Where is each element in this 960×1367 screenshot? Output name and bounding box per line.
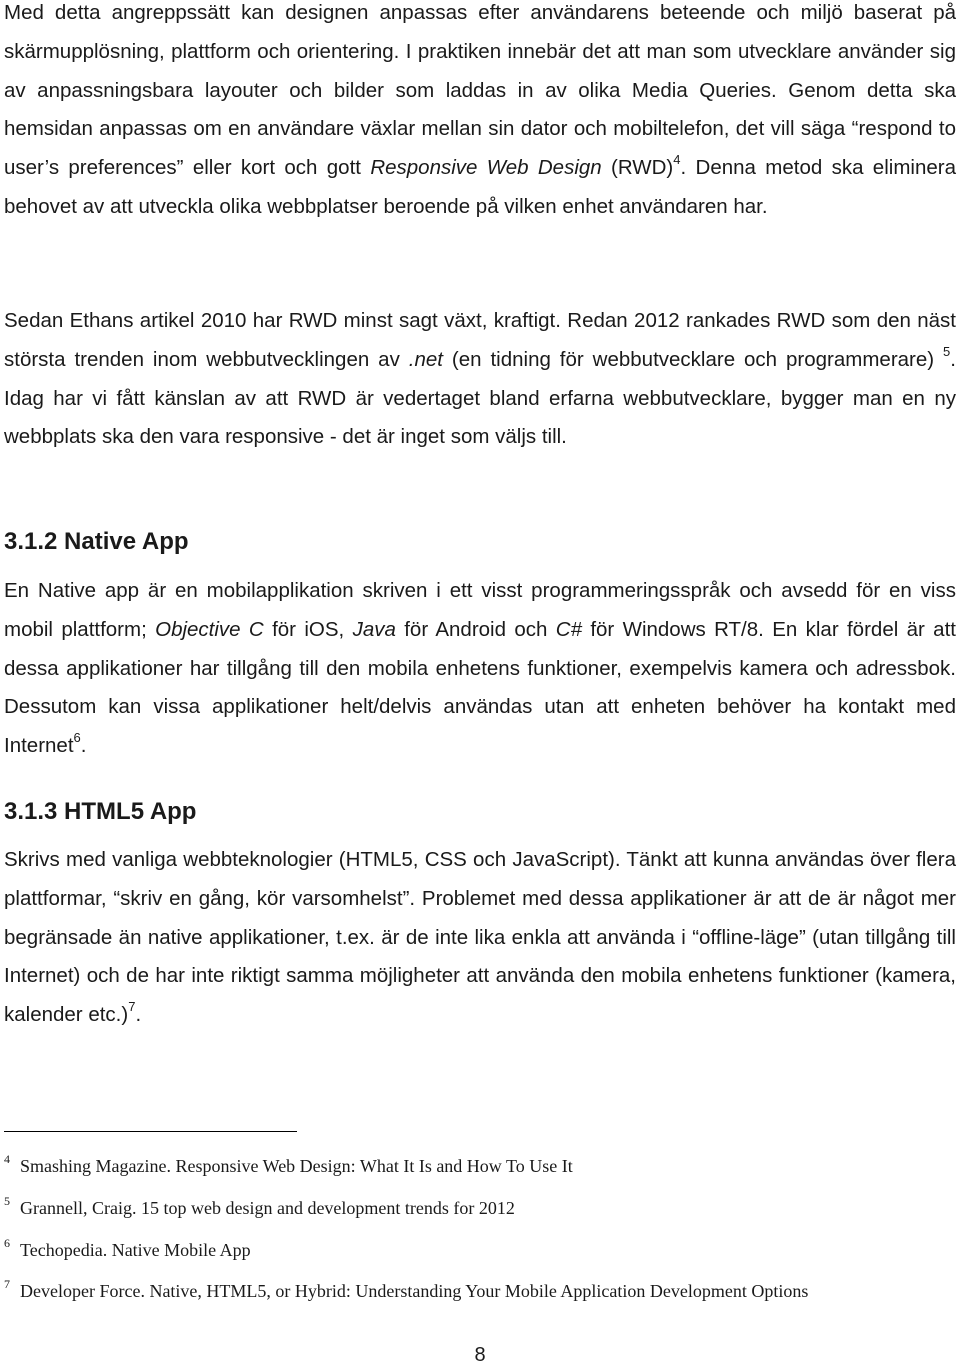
text-run: Med detta angreppssätt kan designen anpassas efter användarens beteende och miljö baserat på skärmupplösning, plattform och orientering. I praktiken innebär det att man som utvecklare använder sig av anpassningsbara layouter och bilder som laddas in av olika Media Queries. Genom detta ska hemsidan anpassas om en användare växlar mellan sin dator och mobiltelefon, det vill säga “respond to user’s preferences” eller kort och gott (4, 1, 956, 180)
footnote-separator (4, 1131, 297, 1132)
text-run: . Idag har vi fått känslan av att RWD är vedertaget bland erfarna webbutvecklare, bygger man en ny webbplats ska den vara responsive - det är inget som väljs till. (4, 347, 956, 449)
footnote-text: Grannell, Craig. 15 top web design and development trends for 2012 (20, 1198, 515, 1218)
footnote-text: Smashing Magazine. Responsive Web Design: What It Is and How To Use It (20, 1156, 573, 1176)
paragraph-html5-app (4, 841, 956, 1035)
footnote-number: 6 (4, 1236, 10, 1250)
paragraph-rwd-growth (4, 302, 956, 457)
paragraph-native-app (4, 572, 956, 766)
text-run: (en tidning för webbutvecklare och programmerare) (442, 347, 944, 371)
footnote-text: Techopedia. Native Mobile App (20, 1240, 251, 1260)
italic-term: Responsive Web Design (370, 156, 602, 180)
section-heading: 3.1.3 HTML5 App (4, 798, 197, 825)
text-run: för iOS, (263, 617, 353, 641)
text-run: (RWD) (601, 156, 674, 180)
text-run: Skrivs med vanliga webbteknologier (HTML5, CSS och JavaScript). Tänkt att kunna användas över flera plattformar, “skriv en gång, kör varsomhelst”. Problemet med dessa applikationer är att de är något mer begränsade än native applikationer, t.ex. är de inte lika enkla att använda i “offline-läge” (utan tillgång till Internet) och de har inte riktigt samma möjligheter att använda den mobila enhetens funktioner (kamera, kalender etc.) (4, 848, 956, 1027)
text-run: för Windows RT/8. En klar fördel är att dessa applikationer har tillgång till den mobila enhetens funktioner, exempelvis kamera och adressbok. Dessutom kan vissa applikationer helt/delvis användas utan att enheten behöver ha kontakt med Internet (4, 617, 956, 758)
footnote-ref[interactable]: 5 (943, 343, 951, 359)
page-number: 8 (474, 1344, 486, 1366)
footnote-item (4, 1279, 808, 1305)
footnote-ref[interactable]: 6 (73, 730, 81, 746)
footnote-item (4, 1154, 573, 1180)
text-run: . (80, 734, 87, 758)
footnote-number: 4 (4, 1152, 10, 1166)
italic-term: C# (555, 617, 582, 641)
footnote-item (4, 1196, 515, 1222)
footnote-number: 7 (4, 1277, 10, 1291)
footnote-ref[interactable]: 7 (128, 999, 136, 1015)
text-run: Sedan Ethans artikel 2010 har RWD minst sagt växt, kraftigt. Redan 2012 rankades RWD som den näst största trenden inom webbutvecklingen av (4, 309, 956, 371)
italic-term: .net (408, 347, 443, 371)
footnote-item (4, 1238, 251, 1264)
footnote-text: Developer Force. Native, HTML5, or Hybrid: Understanding Your Mobile Application Development Options (20, 1281, 809, 1301)
italic-term: Java (352, 617, 396, 641)
italic-term: Objective C (155, 617, 264, 641)
footnote-ref[interactable]: 4 (673, 152, 681, 168)
section-heading: 3.1.2 Native App (4, 528, 189, 555)
footnote-number: 5 (4, 1194, 10, 1208)
paragraph-rwd-intro (4, 0, 956, 227)
text-run: för Android och (395, 617, 556, 641)
text-run: . Denna metod ska eliminera behovet av att utveckla olika webbplatser beroende på vilken enhet användaren har. (4, 156, 956, 218)
text-run: . (135, 1003, 142, 1027)
text-run: En Native app är en mobilapplikation skriven i ett visst programmeringsspråk och avsedd för en viss mobil plattform; (4, 579, 956, 641)
